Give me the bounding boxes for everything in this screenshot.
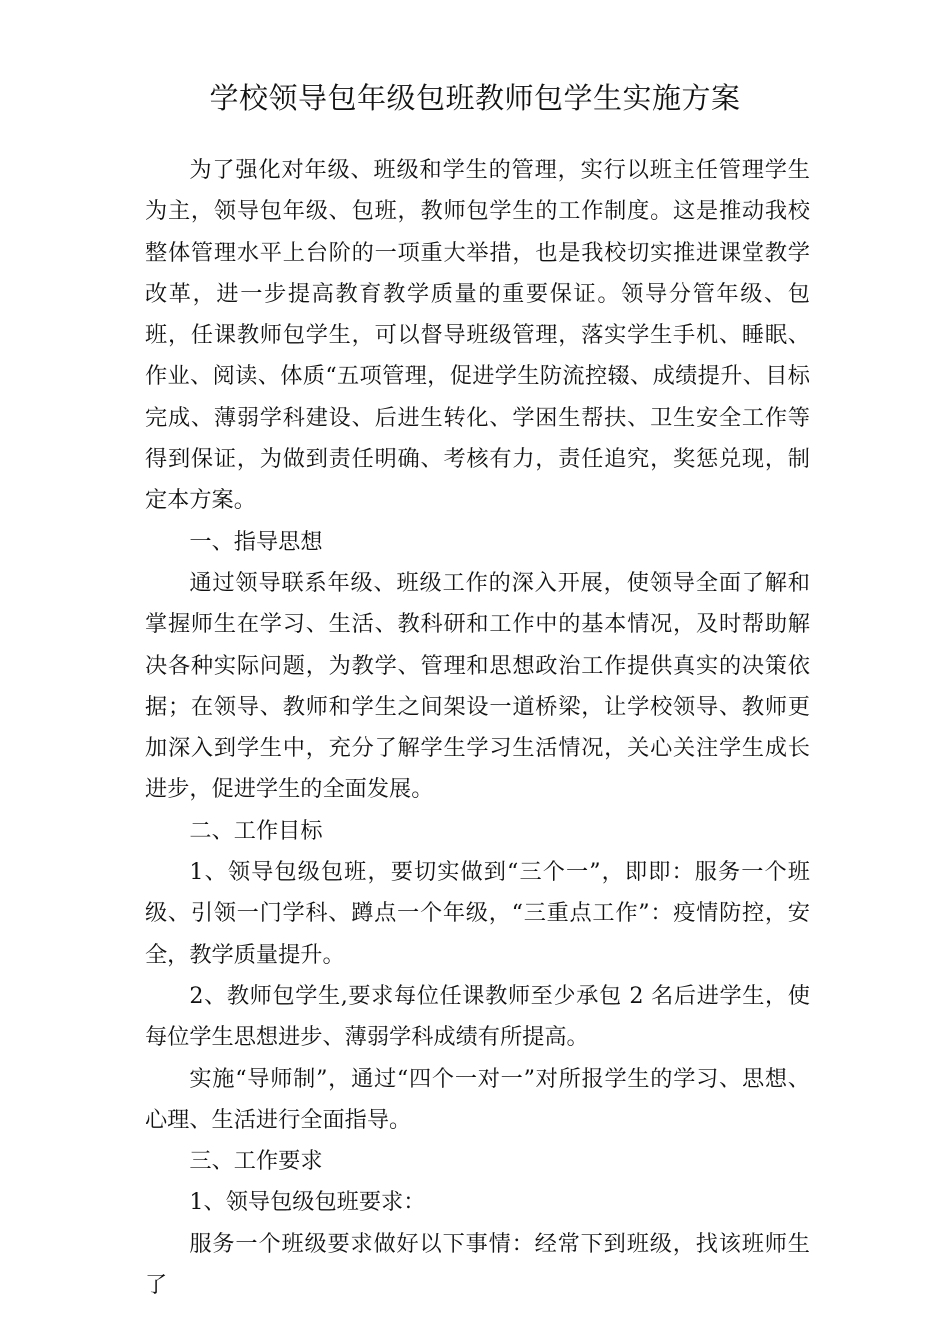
- intro-paragraph: 为了强化对年级、班级和学生的管理，实行以班主任管理学生为主，领导包年级、包班，教师包学生的工作制度。这是推动我校整体管理水平上台阶的一项重大举措，也是我校切实推进课堂教学改革，进一步提高教育教学质量的重要保证。领导分管年级、包班，任课教师包学生，可以督导班级管理，落实学生手机、睡眠、作业、阅读、体质“五项管理，促进学生防流控辍、成绩提升、目标完成、薄弱学科建设、后进生转化、学困生帮扶、卫生安全工作等得到保证，为做到责任明确、考核有力，责任追究，奖惩兑现，制定本方案。: [145, 157, 810, 514]
- document-title: 学校领导包年级包班教师包学生实施方案: [209, 81, 741, 115]
- requirement-subheading-1: 1、领导包级包班要求：: [189, 1189, 426, 1216]
- section-heading-work-goals: 二、工作目标: [189, 817, 323, 844]
- section-heading-guiding-ideology: 一、指导思想: [189, 528, 323, 555]
- guiding-ideology-paragraph: 通过领导联系年级、班级工作的深入开展，使领导全面了解和掌握师生在学习、生活、教科研和工作中的基本情况，及时帮助解决各种实际问题，为教学、管理和思想政治工作提供真实的决策依据；在领导、教师和学生之间架设一道桥梁，让学校领导、教师更加深入到学生中，充分了解学生学习生活情况，关心关注学生成长进步，促进学生的全面发展。: [145, 569, 810, 803]
- document-body: [145, 150, 810, 1306]
- work-goal-item-1: 1、领导包级包班，要切实做到“三个一”，即即：服务一个班级、引领一门学科、蹲点一个年级，“三重点工作”：疫情防控，安全，教学质量提升。: [145, 859, 810, 968]
- section-heading-work-requirements: 三、工作要求: [189, 1148, 323, 1175]
- mentor-system-paragraph: 实施“导师制”，通过“四个一对一”对所报学生的学习、思想、心理、生活进行全面指导。: [145, 1065, 810, 1133]
- work-goal-item-2: 2、教师包学生,要求每位任课教师至少承包 2 名后进学生，使每位学生思想进步、薄弱学科成绩有所提高。: [145, 982, 810, 1051]
- requirement-paragraph: 服务一个班级要求做好以下事情：经常下到班级，找该班师生了: [145, 1230, 810, 1299]
